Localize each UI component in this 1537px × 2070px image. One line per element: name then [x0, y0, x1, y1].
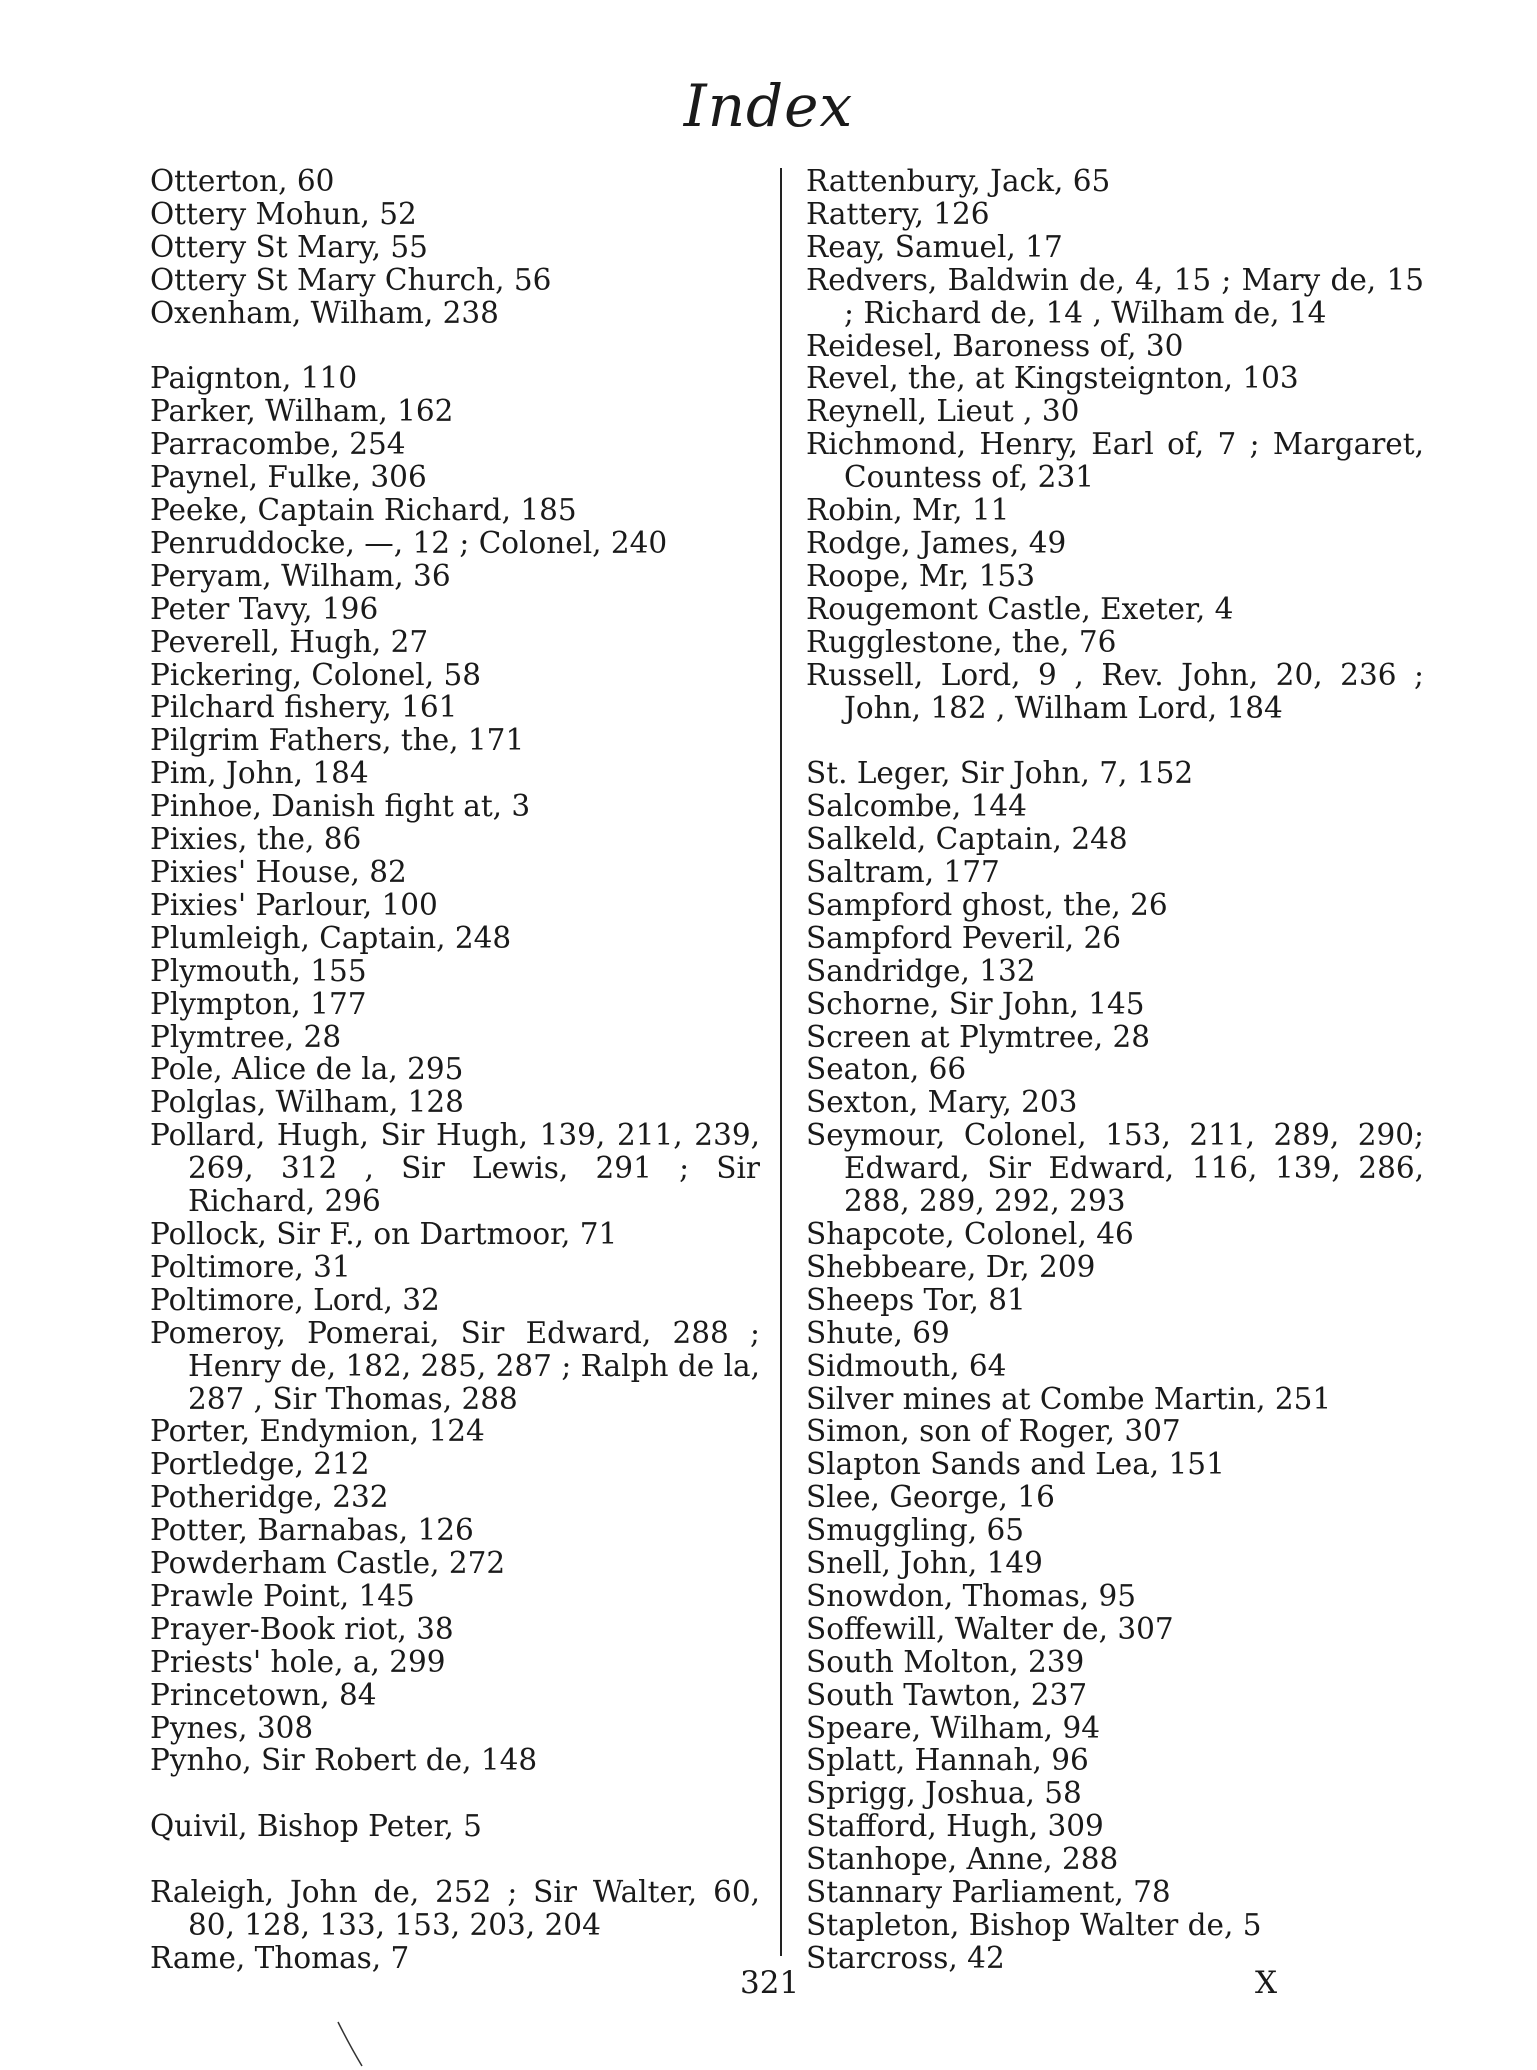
index-entry: Snowdon, Thomas, 95 [806, 1578, 1137, 1613]
index-entry: Slapton Sands and Lea, 151 [806, 1447, 1225, 1482]
index-entry: Peverell, Hugh, 27 [150, 624, 429, 659]
index-entry: Schorne, Sir John, 145 [806, 986, 1145, 1021]
index-entry: Slee, George, 16 [806, 1480, 1055, 1515]
index-entry: Poltimore, Lord, 32 [150, 1282, 440, 1317]
index-entry: Stanhope, Anne, 288 [806, 1842, 1119, 1877]
index-entry: Speare, Wilham, 94 [806, 1710, 1100, 1745]
index-entry: Ottery St Mary Church, 56 [150, 262, 552, 297]
index-entry: Princetown, 84 [150, 1677, 377, 1712]
index-entry: Prawle Point, 145 [150, 1578, 415, 1613]
index-entry: Shute, 69 [806, 1315, 950, 1350]
index-entry: Sexton, Mary, 203 [806, 1085, 1078, 1120]
signature-mark: X [1255, 1965, 1278, 2001]
index-entry: Quivil, Bishop Peter, 5 [150, 1809, 482, 1844]
index-entry: Russell, Lord, 9 , Rev. John, 20, 236 ; John, 182 , Wilham Lord, 184 [806, 657, 1424, 725]
section-gap [150, 1777, 760, 1810]
index-entry: South Molton, 239 [806, 1644, 1085, 1679]
index-entry: Pollock, Sir F., on Dartmoor, 71 [150, 1216, 618, 1251]
index-entry: Simon, son of Roger, 307 [806, 1414, 1181, 1449]
index-entry: Plymouth, 155 [150, 953, 367, 988]
page-title: Index [683, 72, 854, 140]
index-entry: Raleigh, John de, 252 ; Sir Walter, 60, 80, 128, 133, 153, 203, 204 [150, 1875, 760, 1942]
index-entry: Peeke, Captain Richard, 185 [150, 493, 577, 528]
index-entry: Sandridge, 132 [806, 953, 1036, 988]
index-entry: Parker, Wilham, 162 [150, 394, 454, 429]
index-entry: Penruddocke, —, 12 ; Colonel, 240 [150, 525, 668, 560]
index-entry: Reay, Samuel, 17 [806, 229, 1063, 264]
index-entry: Pynes, 308 [150, 1710, 314, 1745]
index-entry: Plymtree, 28 [150, 1019, 342, 1054]
index-column-right [806, 165, 1424, 1975]
index-entry: Reynell, Lieut , 30 [806, 394, 1080, 429]
index-entry: Powderham Castle, 272 [150, 1546, 506, 1581]
index-entry: Saltram, 177 [806, 855, 1000, 890]
index-entry: St. Leger, Sir John, 7, 152 [806, 756, 1194, 791]
index-entry: Screen at Plymtree, 28 [806, 1019, 1151, 1054]
index-entry: Pole, Alice de la, 295 [150, 1052, 464, 1087]
index-entry: Peryam, Wilham, 36 [150, 558, 451, 593]
index-entry: Starcross, 42 [806, 1940, 1005, 1975]
index-entry: Soffewill, Walter de, 307 [806, 1611, 1174, 1646]
index-entry: South Tawton, 237 [806, 1677, 1088, 1712]
column-divider [780, 168, 782, 1956]
index-entry: Sidmouth, 64 [806, 1348, 1007, 1383]
index-entry: Roope, Mr, 153 [806, 558, 1035, 593]
index-entry: Stannary Parliament, 78 [806, 1875, 1171, 1910]
index-entry: Paynel, Fulke, 306 [150, 460, 427, 495]
index-entry: Silver mines at Combe Martin, 251 [806, 1381, 1332, 1416]
index-entry: Rodge, James, 49 [806, 525, 1067, 560]
index-entry: Pinhoe, Danish fight at, 3 [150, 789, 531, 824]
index-entry: Pim, John, 184 [150, 756, 369, 791]
index-entry: Salcombe, 144 [806, 789, 1027, 824]
index-entry: Snell, John, 149 [806, 1546, 1043, 1581]
index-entry: Pomeroy, Pomerai, Sir Edward, 288 ; Henry de, 182, 285, 287 ; Ralph de la, 287 , Sir Thomas, 288 [150, 1315, 760, 1416]
index-entry: Salkeld, Captain, 248 [806, 822, 1128, 857]
index-entry: Sampford Peveril, 26 [806, 920, 1122, 955]
index-entry: Pilchard fishery, 161 [150, 690, 458, 725]
index-entry: Pilgrim Fathers, the, 171 [150, 723, 525, 758]
index-entry: Pixies, the, 86 [150, 822, 362, 857]
index-entry: Sheeps Tor, 81 [806, 1282, 1026, 1317]
index-entry: Seymour, Colonel, 153, 211, 289, 290; Edward, Sir Edward, 116, 139, 286, 288, 289, 292, 293 [806, 1118, 1424, 1219]
index-entry: Potheridge, 232 [150, 1480, 389, 1515]
index-entry: Pixies' Parlour, 100 [150, 887, 438, 922]
index-entry: Stafford, Hugh, 309 [806, 1809, 1104, 1844]
index-entry: Plumleigh, Captain, 248 [150, 920, 512, 955]
index-entry: Stapleton, Bishop Walter de, 5 [806, 1908, 1262, 1943]
index-entry: Rugglestone, the, 76 [806, 624, 1117, 659]
index-entry: Oxenham, Wilham, 238 [150, 295, 499, 330]
index-entry: Rougemont Castle, Exeter, 4 [806, 591, 1234, 626]
index-column-left [150, 165, 760, 1975]
index-entry: Splatt, Hannah, 96 [806, 1743, 1089, 1778]
index-entry: Rame, Thomas, 7 [150, 1940, 410, 1975]
index-entry: Redvers, Baldwin de, 4, 15 ; Mary de, 15 ; Richard de, 14 , Wilham de, 14 [806, 262, 1424, 330]
index-entry: Polglas, Wilham, 128 [150, 1085, 464, 1120]
index-entry: Shebbeare, Dr, 209 [806, 1249, 1096, 1284]
index-entry: Reidesel, Baroness of, 30 [806, 328, 1184, 363]
index-entry: Plympton, 177 [150, 986, 367, 1021]
index-entry: Rattery, 126 [806, 196, 990, 231]
index-entry: Revel, the, at Kingsteignton, 103 [806, 361, 1299, 396]
index-entry: Priests' hole, a, 299 [150, 1644, 446, 1679]
index-entry: Poltimore, 31 [150, 1249, 351, 1284]
index-entry: Pynho, Sir Robert de, 148 [150, 1743, 538, 1778]
index-entry: Ottery Mohun, 52 [150, 196, 417, 231]
index-entry: Otterton, 60 [150, 164, 335, 198]
index-entry: Seaton, 66 [806, 1052, 967, 1087]
index-entry: Robin, Mr, 11 [806, 493, 1010, 528]
index-entry: Porter, Endymion, 124 [150, 1414, 485, 1449]
index-entry: Parracombe, 254 [150, 427, 406, 462]
index-entry: Richmond, Henry, Earl of, 7 ; Margaret, Countess of, 231 [806, 427, 1424, 495]
index-entry: Rattenbury, Jack, 65 [806, 164, 1111, 198]
index-entry: Portledge, 212 [150, 1447, 370, 1482]
index-entry: Shapcote, Colonel, 46 [806, 1216, 1134, 1251]
section-gap [150, 1843, 760, 1876]
index-entry: Pickering, Colonel, 58 [150, 657, 482, 692]
index-entry: Potter, Barnabas, 126 [150, 1513, 474, 1548]
page-number: 321 [740, 1965, 800, 2001]
index-entry: Sampford ghost, the, 26 [806, 887, 1168, 922]
index-entry: Peter Tavy, 196 [150, 591, 379, 626]
section-gap [806, 724, 1424, 757]
index-entry: Paignton, 110 [150, 361, 358, 396]
index-entry: Pixies' House, 82 [150, 855, 407, 890]
index-entry: Pollard, Hugh, Sir Hugh, 139, 211, 239, 269, 312 , Sir Lewis, 291 ; Sir Richard, 296 [150, 1118, 760, 1219]
stray-pen-mark [336, 2020, 366, 2070]
index-entry: Ottery St Mary, 55 [150, 229, 428, 264]
index-entry: Smuggling, 65 [806, 1513, 1024, 1548]
index-entry: Sprigg, Joshua, 58 [806, 1776, 1082, 1811]
index-entry: Prayer-Book riot, 38 [150, 1611, 454, 1646]
section-gap [150, 330, 760, 363]
